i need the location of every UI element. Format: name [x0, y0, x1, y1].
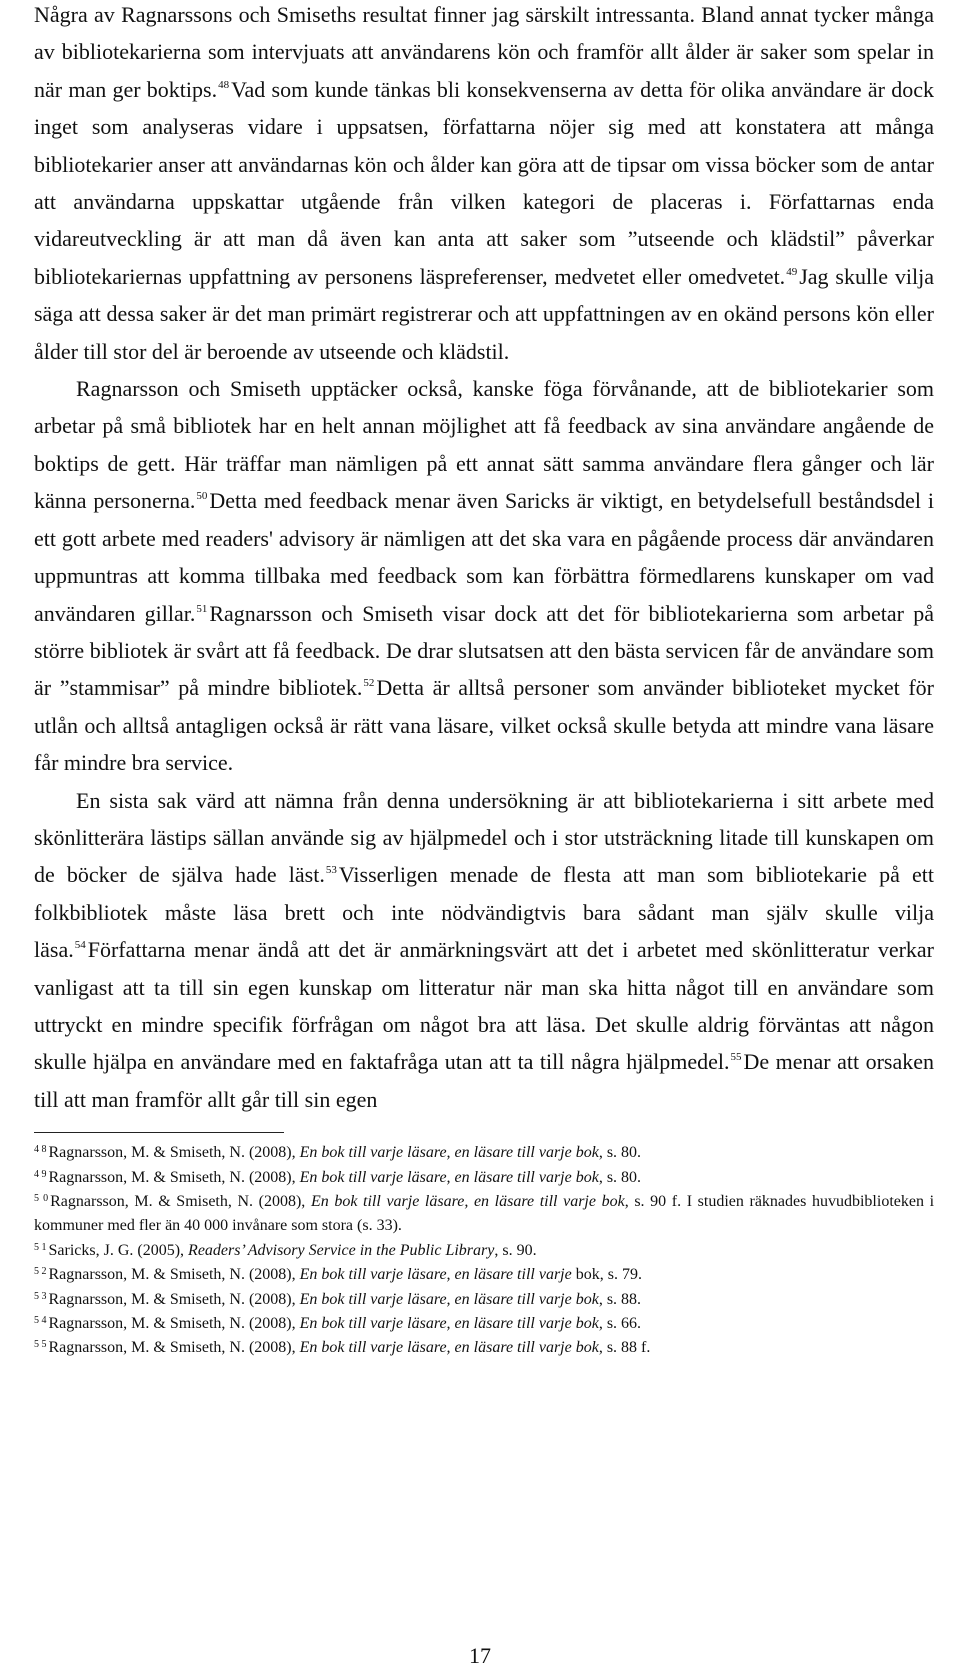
page-number: 17: [469, 1643, 491, 1668]
footnote-number: 5 1: [34, 1241, 47, 1253]
footnote-ref[interactable]: 54: [74, 939, 86, 952]
footnote: [34, 1239, 934, 1263]
paragraph-text: Vad som kunde tänkas bli konsekvenserna av detta för olika användare är dock inget som analyseras vidare i uppsatsen, författarna nöjer sig med att konstatera att många bibliotekarier anser att användarnas kön och ålder kan göra att de tipsar om vissa böcker som de antar att användarna uppskattar utgående från vilken kategori de placeras i. Författarnas enda vidareutveckling är att man då även kan anta att saker som ”utseende och klädstil” påverkar bibliotekariernas uppfattning av personens läspreferenser, medvetet eller omedvetet.: [34, 76, 934, 289]
footnote-text: Ragnarsson, M. & Smiseth, N. (2008),: [48, 1339, 300, 1357]
document-page: [34, 0, 934, 1361]
footnote-ref[interactable]: 55: [730, 1051, 742, 1064]
footnote-text: , s. 66.: [598, 1315, 642, 1333]
footnote-text: , s. 90.: [494, 1241, 537, 1259]
paragraph-text: Författarna menar ändå att det är anmärkningsvärt att det i arbetet med skönlitteratur verkar vanligast att ta till sin egen kunskap om litteratur när man ska hitta något till en användare som uttryckt en mindre specifik förfrågan om något bra att läsa. Det skulle aldrig förväntas att någon skulle hjälpa en användare med en faktafråga utan att ta till några hjälpmedel.: [34, 937, 934, 1075]
footnote-ref[interactable]: 48: [218, 78, 230, 91]
footnote-title: En bok till varje läsare, en läsare till varje bok: [299, 1144, 599, 1162]
footnote-text: Ragnarsson, M. & Smiseth, N. (2008),: [48, 1290, 300, 1308]
footnote-title: En bok till varje läsare, en läsare till varje bok: [299, 1168, 599, 1186]
footnote-ref[interactable]: 53: [325, 864, 337, 877]
footnote-text: , s. 80.: [598, 1144, 642, 1162]
footnote: [34, 1312, 934, 1336]
footnote-title: En bok till varje läsare, en läsare till varje bok: [310, 1193, 625, 1210]
footnote-text: , s. 90 f. I studien räknades huvudbiblioteken i kommuner med fler än 40 000 invånare som stora (s. 33).: [34, 1193, 935, 1235]
paragraph-text: Ragnarsson och Smiseth visar dock att det för bibliotekarierna som arbetar på större bibliotek är svårt att få feedback. De drar slutsatsen att den bästa servicen får de användare som är ”stammisar” på mindre bibliotek.: [34, 600, 934, 701]
footnotes: [34, 1141, 934, 1361]
footnote: [34, 1336, 934, 1360]
footnote-text: , s. 88 f.: [598, 1339, 651, 1357]
footnote: [34, 1288, 934, 1312]
footnote-text: Ragnarsson, M. & Smiseth, N. (2008),: [50, 1193, 311, 1210]
footnote-ref[interactable]: 52: [363, 677, 375, 690]
footnote-ref[interactable]: 51: [196, 602, 208, 615]
footnote-number: 4 8: [34, 1144, 47, 1156]
footnote-text: , s. 80.: [598, 1168, 642, 1186]
footnote-text: Ragnarsson, M. & Smiseth, N. (2008),: [48, 1315, 300, 1333]
footnote-text: Ragnarsson, M. & Smiseth, N. (2008),: [48, 1266, 300, 1284]
body-paragraph: [34, 782, 934, 1119]
body-paragraph: [34, 370, 934, 781]
body-paragraph: [34, 0, 934, 370]
paragraph-text: Några av Ragnarssons och Smiseths resultat finner jag särskilt intressanta. Bland annat tycker många av bibliotekarierna som intervjuats att användarens kön och framför allt ålder är saker som spelar in när man ger boktips.: [34, 2, 934, 102]
footnote-title: En bok till varje läsare, en läsare till varje bok: [299, 1315, 599, 1333]
footnote-number: 5 0: [34, 1193, 49, 1204]
footnote-ref[interactable]: 50: [196, 490, 208, 503]
footnote-title: En bok till varje läsare, en läsare till varje bok: [299, 1290, 599, 1308]
paragraph-text: Detta är alltså personer som använder biblioteket mycket för utlån och alltså antagligen också är rätt vana läsare, vilket också skulle betyda att mindre vana läsare får mindre bra service.: [34, 675, 934, 776]
footnote-text: , s. 88.: [598, 1290, 642, 1308]
footnote-separator: [34, 1132, 284, 1133]
footnote: [34, 1141, 934, 1165]
footnote-ref[interactable]: 49: [786, 265, 798, 278]
footnote-number: 5 3: [34, 1290, 47, 1302]
paragraph-text: De menar att orsaken till att man framför allt går till sin egen: [34, 1049, 934, 1112]
footnote-text: Ragnarsson, M. & Smiseth, N. (2008),: [48, 1168, 300, 1186]
paragraph-text: En sista sak värd att nämna från denna undersökning är att bibliotekarierna i sitt arbete med skönlitterära lästips sällan använde sig av hjälpmedel och i stor utsträckning litade till kunskapen om de böcker de själva hade läst.: [34, 787, 934, 888]
footnote: [34, 1263, 934, 1287]
footnote: [34, 1190, 934, 1239]
footnote: [34, 1166, 934, 1190]
paragraph-text: Jag skulle vilja säga att dessa saker är det man primärt registrerar och att uppfattningen av en okänd persons kön eller ålder till stor del är beroende av utseende och klädstil.: [34, 263, 934, 364]
paragraph-text: Detta med feedback menar även Saricks är viktigt, en betydelsefull beståndsdel i ett gott arbete med readers' advisory är nämligen att det ska vara en pågående process där användaren uppmuntras att komma tillbaka med feedback som kan förbättra förmedlarens kunskaper om vad användaren gillar.: [34, 488, 934, 626]
footnote-text: Ragnarsson, M. & Smiseth, N. (2008),: [48, 1144, 300, 1162]
footnote-number: 5 4: [34, 1315, 47, 1327]
footnote-number: 5 5: [34, 1339, 47, 1351]
footnote-text: Saricks, J. G. (2005),: [48, 1241, 189, 1259]
footnote-text: bok, s. 79.: [571, 1266, 642, 1284]
footnote-number: 4 9: [34, 1168, 47, 1180]
footnote-number: 5 2: [34, 1266, 47, 1278]
footnote-title: En bok till varje läsare, en läsare till varje bok: [299, 1339, 599, 1357]
paragraph-text: Ragnarsson och Smiseth upptäcker också, kanske föga förvånande, att de bibliotekarier som arbetar på små bibliotek har en helt annan möjlighet att få feedback av sina användare angående de boktips de gett. Här träffar man nämligen på ett annat sätt samma användare flera gånger och lär känna personerna.: [34, 376, 934, 514]
footnote-title: En bok till varje läsare, en läsare till varje: [299, 1266, 572, 1284]
paragraph-text: Visserligen menade de flesta att man som bibliotekarie på ett folkbibliotek måste läsa brett och inte nödvändigtvis bara sådant man själv skulle vilja läsa.: [34, 862, 935, 963]
footnote-title: Readers’ Advisory Service in the Public Library: [188, 1241, 495, 1259]
